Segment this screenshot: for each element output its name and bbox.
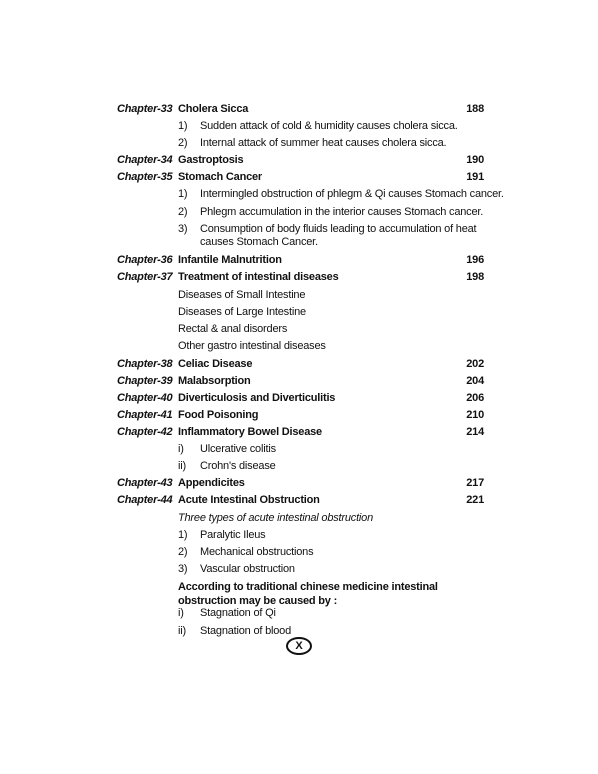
chapter-label: Chapter-38 bbox=[117, 358, 173, 370]
page-number: 188 bbox=[466, 103, 484, 115]
toc-entry-chapter-43 bbox=[0, 475, 598, 491]
subentry-number: 2) bbox=[178, 546, 188, 558]
subentry-text: Rectal & anal disorders bbox=[178, 323, 288, 335]
page-number: 198 bbox=[466, 271, 484, 283]
toc-subentry bbox=[0, 458, 598, 474]
page-number-badge: X bbox=[286, 637, 312, 655]
toc-subentry bbox=[0, 204, 598, 220]
chapter-label: Chapter-36 bbox=[117, 254, 173, 266]
chapter-title: Appendicites bbox=[178, 477, 245, 489]
toc-subentry bbox=[0, 441, 598, 457]
chapter-label: Chapter-44 bbox=[117, 494, 173, 506]
chapter-label: Chapter-39 bbox=[117, 375, 173, 387]
chapter-title: Food Poisoning bbox=[178, 409, 259, 421]
subentry-text: Other gastro intestinal diseases bbox=[178, 340, 326, 352]
subentry-text: Paralytic Ileus bbox=[200, 529, 266, 541]
toc-subentry bbox=[0, 186, 598, 202]
chapter-label: Chapter-35 bbox=[117, 171, 173, 183]
toc-entry-chapter-42 bbox=[0, 424, 598, 440]
page-number: 196 bbox=[466, 254, 484, 266]
subentry-note: Three types of acute intestinal obstruction bbox=[178, 512, 374, 524]
toc-entry-chapter-37 bbox=[0, 269, 598, 285]
chapter-title: Diverticulosis and Diverticulitis bbox=[178, 392, 336, 404]
subentry-text: Stagnation of blood bbox=[200, 625, 291, 637]
toc-entry-chapter-38 bbox=[0, 356, 598, 372]
subentry-number: i) bbox=[178, 607, 184, 619]
toc-subentry bbox=[0, 338, 598, 354]
chapter-title: Acute Intestinal Obstruction bbox=[178, 494, 320, 506]
toc-subentry bbox=[0, 544, 598, 560]
subentry-number: 2) bbox=[178, 206, 188, 218]
chapter-title: Infantile Malnutrition bbox=[178, 254, 282, 266]
chapter-title: Celiac Disease bbox=[178, 358, 253, 370]
page-number: 221 bbox=[466, 494, 484, 506]
subheading-text: According to traditional chinese medicine intestinal obstruction may be caused by : bbox=[178, 581, 438, 607]
page-number: 214 bbox=[466, 426, 484, 438]
subentry-number: 1) bbox=[178, 188, 188, 200]
page-number: 190 bbox=[466, 154, 484, 166]
chapter-label: Chapter-34 bbox=[117, 154, 173, 166]
toc-entry-chapter-40 bbox=[0, 390, 598, 406]
subentry-text: Mechanical obstructions bbox=[200, 546, 314, 558]
chapter-label: Chapter-40 bbox=[117, 392, 173, 404]
chapter-title: Inflammatory Bowel Disease bbox=[178, 426, 322, 438]
toc-subentry bbox=[0, 304, 598, 320]
toc-note bbox=[0, 510, 598, 526]
toc-entry-chapter-34 bbox=[0, 152, 598, 168]
subentry-text: Internal attack of summer heat causes cholera sicca. bbox=[200, 137, 447, 149]
chapter-title: Gastroptosis bbox=[178, 154, 244, 166]
subentry-text: Phlegm accumulation in the interior causes Stomach cancer. bbox=[200, 206, 484, 218]
page-number: 210 bbox=[466, 409, 484, 421]
subentry-text: Crohn's disease bbox=[200, 460, 276, 472]
subentry-text: Diseases of Large Intestine bbox=[178, 306, 306, 318]
toc-subentry bbox=[0, 605, 598, 621]
subentry-text: Diseases of Small Intestine bbox=[178, 289, 306, 301]
chapter-title: Cholera Sicca bbox=[178, 103, 249, 115]
subentry-text: Ulcerative colitis bbox=[200, 443, 276, 455]
toc-subentry bbox=[0, 561, 598, 577]
chapter-label: Chapter-43 bbox=[117, 477, 173, 489]
toc-subentry bbox=[0, 118, 598, 134]
subentry-number: 3) bbox=[178, 223, 188, 235]
page-number: 202 bbox=[466, 358, 484, 370]
toc-subentry bbox=[0, 321, 598, 337]
subentry-number: 2) bbox=[178, 137, 188, 149]
subentry-number: ii) bbox=[178, 460, 186, 472]
subentry-text: Stagnation of Qi bbox=[200, 607, 276, 619]
toc-entry-chapter-35 bbox=[0, 169, 598, 185]
chapter-title: Stomach Cancer bbox=[178, 171, 263, 183]
subentry-number: ii) bbox=[178, 625, 186, 637]
subentry-text: Sudden attack of cold & humidity causes cholera sicca. bbox=[200, 120, 458, 132]
toc-subentry bbox=[0, 135, 598, 151]
chapter-title: Treatment of intestinal diseases bbox=[178, 271, 339, 283]
subentry-number: 1) bbox=[178, 120, 188, 132]
toc-entry-chapter-33 bbox=[0, 101, 598, 117]
toc-entry-chapter-36 bbox=[0, 252, 598, 268]
subentry-text: Vascular obstruction bbox=[200, 563, 295, 575]
chapter-label: Chapter-33 bbox=[117, 103, 173, 115]
toc-subentry bbox=[0, 287, 598, 303]
chapter-label: Chapter-37 bbox=[117, 271, 173, 283]
page-number: 204 bbox=[466, 375, 484, 387]
page-number: 191 bbox=[466, 171, 484, 183]
subentry-number: 3) bbox=[178, 563, 188, 575]
chapter-label: Chapter-41 bbox=[117, 409, 173, 421]
chapter-title: Malabsorption bbox=[178, 375, 251, 387]
subentry-number: i) bbox=[178, 443, 184, 455]
page-number: 206 bbox=[466, 392, 484, 404]
toc-entry-chapter-44 bbox=[0, 492, 598, 508]
subentry-text: Consumption of body fluids leading to accumulation of heat causes Stomach Cancer. bbox=[200, 223, 477, 248]
page-number: 217 bbox=[466, 477, 484, 489]
toc-subentry bbox=[0, 221, 598, 251]
chapter-label: Chapter-42 bbox=[117, 426, 173, 438]
toc-entry-chapter-39 bbox=[0, 373, 598, 389]
toc-subentry bbox=[0, 527, 598, 543]
toc-entry-chapter-41 bbox=[0, 407, 598, 423]
subentry-text: Intermingled obstruction of phlegm & Qi causes Stomach cancer. bbox=[200, 188, 504, 200]
subentry-number: 1) bbox=[178, 529, 188, 541]
